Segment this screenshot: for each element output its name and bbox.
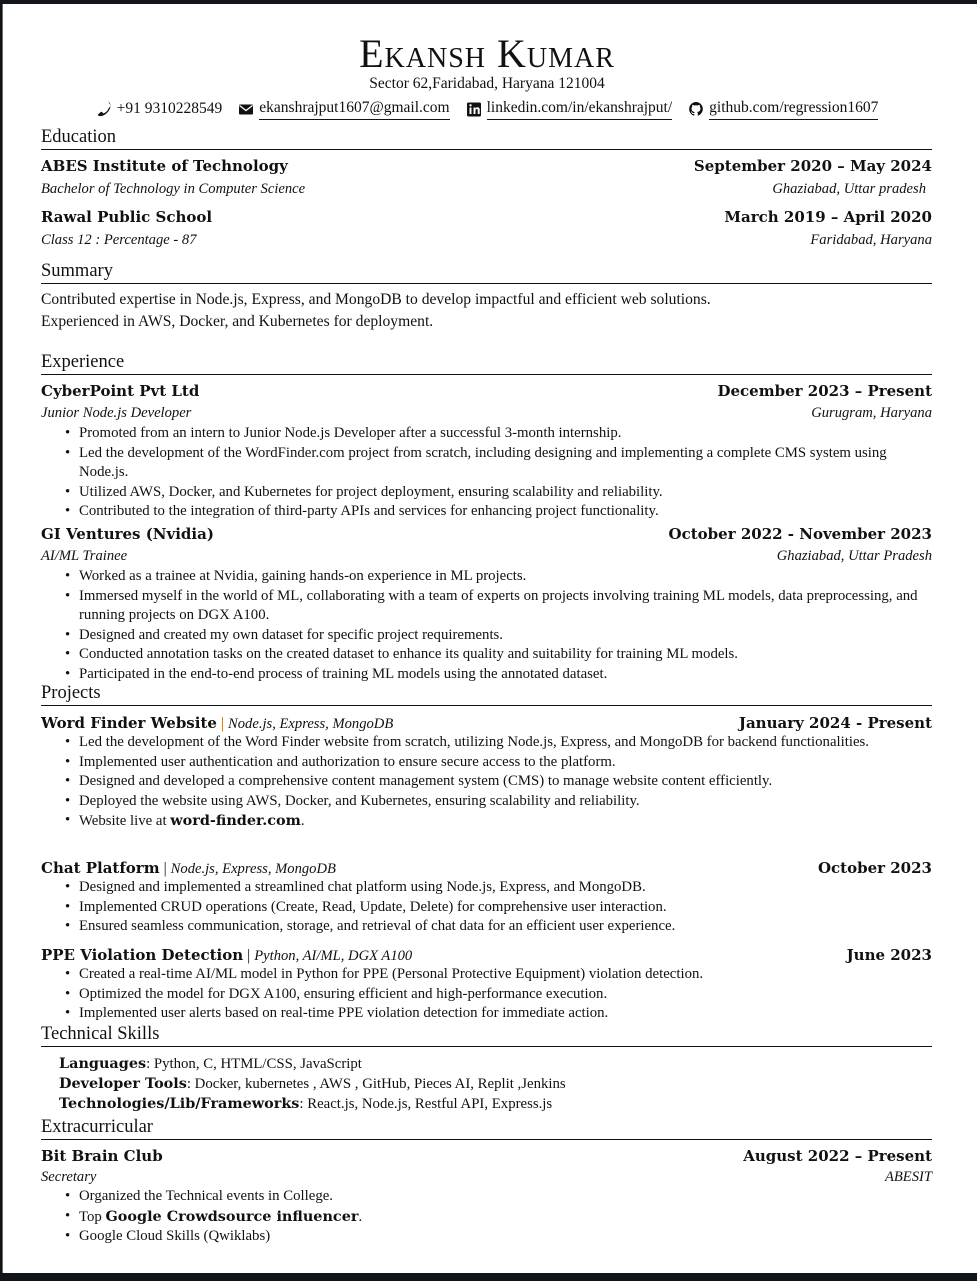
skill-label: Languages (59, 1055, 147, 1072)
separator: | (220, 715, 225, 732)
org-name: Bit Brain Club (41, 1147, 163, 1165)
project-entry-header (41, 714, 932, 734)
education-entry-header (41, 208, 932, 227)
contact-linkedin[interactable] (466, 98, 673, 120)
project-bullets (79, 733, 929, 832)
skill-value: : Docker, kubernetes , AWS , GitHub, Pieces AI, Replit ,Jenkins (186, 1076, 566, 1092)
education-dates: September 2020 – May 2024 (693, 157, 932, 175)
project-name: Word Finder Website (41, 714, 217, 732)
org-location: ABESIT (884, 1169, 932, 1185)
bullet-item (79, 1207, 929, 1228)
project-bullets (79, 878, 929, 937)
bullet-item: • Deployed the website using AWS, Docker, and Kubernetes, ensuring scalability and reliability. (79, 792, 929, 812)
project-title (41, 859, 336, 879)
phone-icon (96, 101, 112, 117)
skill-row (59, 1074, 929, 1094)
live-suffix: . (300, 813, 305, 829)
extracurricular-entry-header (41, 1147, 932, 1166)
extracurricular-entry-details (41, 1168, 932, 1187)
bullet-item: • Created a real-time AI/ML model in Python for PPE (Personal Protective Equipment) violation detection. (79, 965, 929, 985)
project-dates: October 2023 (817, 859, 932, 877)
bullet-item (79, 811, 929, 832)
extracurricular-bullets (79, 1187, 929, 1247)
bullet-item: • Ensured seamless communication, storage, and retrieval of chat data for an efficient user experience. (79, 917, 929, 937)
project-stack: Node.js, Express, MongoDB (228, 716, 394, 732)
job-role: AI/ML Trainee (41, 548, 128, 564)
contact-bar (41, 98, 933, 120)
bullet-item: • Immersed myself in the world of ML, collaborating with a team of experts on projects involving training ML models, data preprocessing, and running projects on DGX A100. (79, 587, 929, 626)
bullet-highlight: Google Crowdsource influencer (105, 1207, 359, 1225)
experience-entry-header (41, 525, 932, 544)
bullet-item: • Designed and implemented a streamlined chat platform using Node.js, Express, and MongoDB. (79, 878, 929, 898)
contact-email[interactable] (238, 98, 449, 120)
bullet-item: • Organized the Technical events in College. (79, 1187, 929, 1207)
section-title-education: Education (41, 126, 932, 150)
project-stack: Python, AI/ML, DGX A100 (254, 948, 413, 964)
linkedin-link[interactable]: linkedin.com/in/ekanshrajput/ (487, 98, 673, 120)
bullet-item: • Optimized the model for DGX A100, ensuring efficient and high-performance execution. (79, 985, 929, 1005)
contact-phone (96, 98, 223, 120)
bullet-item: • Designed and created my own dataset for specific project requirements. (79, 626, 929, 646)
extracurricular-dates: August 2022 – Present (743, 1147, 932, 1165)
project-stack: Node.js, Express, MongoDB (170, 861, 336, 877)
separator: | (163, 860, 167, 877)
education-location: Faridabad, Haryana (810, 232, 932, 248)
bullet-item: • Implemented CRUD operations (Create, Read, Update, Delete) for comprehensive user interaction. (79, 898, 929, 918)
envelope-icon (238, 101, 254, 117)
school-name: Rawal Public School (41, 208, 213, 226)
phone-number: +91 9310228549 (116, 100, 223, 117)
school-name: ABES Institute of Technology (41, 157, 288, 175)
experience-entry-details (41, 404, 932, 423)
skill-row (59, 1094, 929, 1114)
section-title-skills: Technical Skills (41, 1023, 932, 1047)
section-title-experience: Experience (41, 351, 932, 375)
company-name: CyberPoint Pvt Ltd (41, 382, 200, 400)
candidate-name: Ekansh Kumar (359, 31, 615, 76)
org-role: Secretary (41, 1169, 97, 1185)
skill-label: Technologies/Lib/Frameworks (59, 1095, 300, 1112)
project-dates: January 2024 - Present (738, 714, 932, 732)
bullet-item: • Designed and developed a comprehensive content management system (CMS) to manage website content efficiently. (79, 772, 929, 792)
job-role: Junior Node.js Developer (41, 405, 192, 421)
bullet-item: • Implemented user alerts based on real-time PPE violation detection for immediate action. (79, 1004, 929, 1024)
bullet-suffix: . (358, 1208, 363, 1225)
skill-value: : Python, C, HTML/CSS, JavaScript (146, 1056, 362, 1072)
summary-line: Experienced in AWS, Docker, and Kubernetes for deployment. (41, 313, 434, 330)
bullet-item: • Conducted annotation tasks on the created dataset to enhance its quality and suitability for training ML models. (79, 645, 929, 665)
address: Sector 62,Faridabad, Haryana 121004 (369, 75, 605, 92)
linkedin-icon (466, 101, 482, 117)
experience-entry-details (41, 547, 932, 566)
experience-location: Ghaziabad, Uttar Pradesh (776, 548, 932, 564)
project-entry-header (41, 859, 932, 879)
bullet-item: • Promoted from an intern to Junior Node.js Developer after a successful 3-month internship. (79, 424, 929, 444)
github-icon (688, 101, 704, 117)
website-link[interactable]: word-finder.com (170, 812, 301, 829)
project-name: Chat Platform (41, 859, 160, 877)
education-entry-details (41, 231, 932, 250)
experience-bullets (79, 567, 929, 684)
skill-row (59, 1054, 929, 1074)
section-title-projects: Projects (41, 682, 932, 706)
education-location: Ghaziabad, Uttar pradesh (772, 181, 926, 197)
bullet-item: • Google Cloud Skills (Qwiklabs) (79, 1227, 929, 1247)
section-title-extracurricular: Extracurricular (41, 1116, 932, 1140)
project-title (41, 714, 393, 734)
project-title (41, 946, 412, 966)
github-link[interactable]: github.com/regression1607 (709, 98, 878, 120)
skills-list (59, 1054, 929, 1114)
education-entry-header (41, 157, 932, 176)
company-name: GI Ventures (Nvidia) (41, 525, 214, 543)
project-dates: June 2023 (846, 946, 932, 964)
education-dates: March 2019 – April 2020 (724, 208, 932, 226)
separator: | (247, 947, 251, 964)
experience-entry-header (41, 382, 932, 401)
summary-line: Contributed expertise in Node.js, Express, and MongoDB to develop impactful and efficient web solutions. (41, 291, 711, 308)
contact-github[interactable] (688, 98, 878, 120)
experience-dates: December 2023 – Present (717, 382, 932, 400)
degree: Bachelor of Technology in Computer Science (41, 181, 306, 197)
bullet-item: • Worked as a trainee at Nvidia, gaining hands-on experience in ML projects. (79, 567, 929, 587)
experience-bullets (79, 424, 929, 522)
project-entry-header (41, 946, 932, 966)
bullet-item: • Led the development of the Word Finder website from scratch, utilizing Node.js, Express, and MongoDB for backend functionalities. (79, 733, 929, 753)
bullet-item: • Contributed to the integration of third-party APIs and services for enhancing project functionality. (79, 502, 929, 522)
section-title-summary: Summary (41, 260, 932, 284)
skill-value: : React.js, Node.js, Restful API, Express.js (299, 1096, 553, 1112)
skill-label: Developer Tools (59, 1075, 187, 1092)
live-prefix: Website live at (79, 813, 171, 829)
experience-location: Gurugram, Haryana (811, 405, 932, 421)
bullet-item: • Implemented user authentication and authorization to ensure secure access to the platform. (79, 753, 929, 773)
education-entry-details (41, 180, 932, 199)
resume-page (2, 4, 977, 1273)
bullet-prefix: Top (79, 1208, 106, 1225)
bullet-item: • Led the development of the WordFinder.com project from scratch, including designing and implementing a complete CMS system using Node.js. (79, 444, 929, 483)
bullet-item: • Participated in the end-to-end process of training ML models using the annotated dataset. (79, 665, 929, 685)
project-bullets (79, 965, 929, 1024)
bullet-item: • Utilized AWS, Docker, and Kubernetes for project deployment, ensuring scalability and reliability. (79, 483, 929, 503)
experience-dates: October 2022 - November 2023 (668, 525, 932, 543)
email-link[interactable]: ekanshrajput1607@gmail.com (259, 98, 449, 120)
degree: Class 12 : Percentage - 87 (41, 232, 197, 248)
project-name: PPE Violation Detection (41, 946, 244, 964)
